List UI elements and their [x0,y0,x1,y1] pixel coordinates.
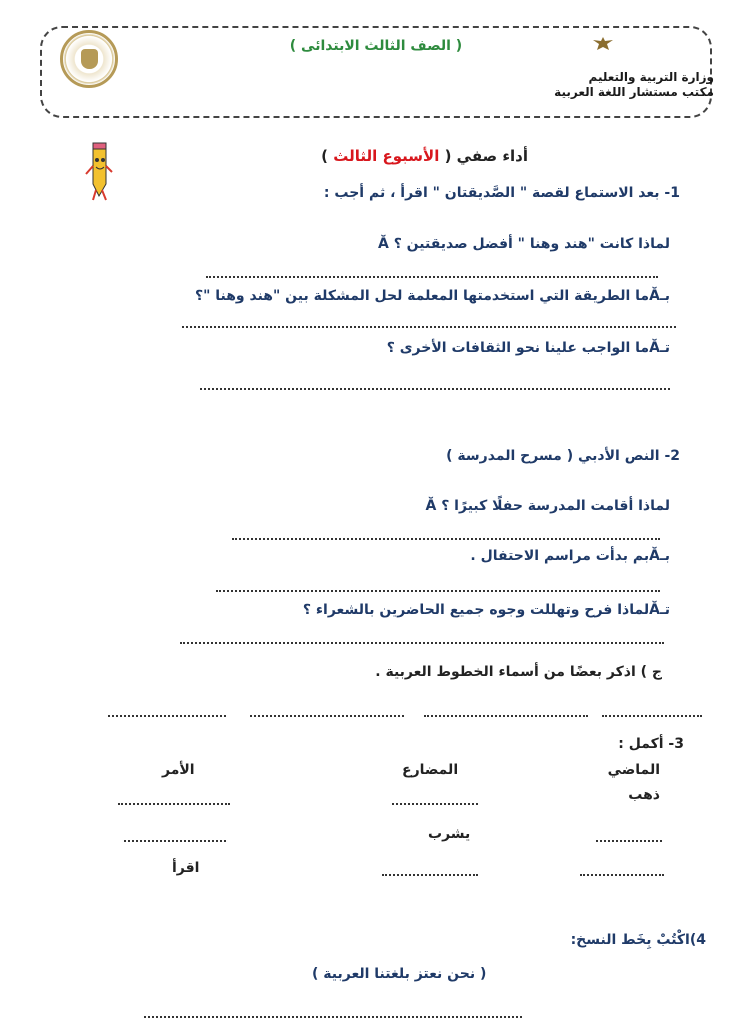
answer-row1-present[interactable] [392,803,478,805]
section2-question-d: ج ) اذكر بعضًا من أسماء الخطوط العربية . [375,664,662,680]
section2-heading: 2- النص الأدبي ( مسرح المدرسة ) [446,448,680,464]
row3-imperative-word: اقرأ [172,860,200,876]
answer-row1-imperative[interactable] [118,803,230,805]
answer-line-2d-2[interactable] [250,715,404,717]
ministry-line1: وزارة التربية والتعليم [588,70,714,84]
title-suffix: ) [321,147,328,165]
ministry-line2: مكتب مستشار اللغة العربية [554,85,714,99]
answer-row3-present[interactable] [382,874,478,876]
column-past: الماضي [607,762,660,778]
row1-past-word: ذهب [628,787,660,803]
section1-question-c: تـĂما الواجب علينا نحو الثقافات الأخرى ؟ [386,340,670,356]
answer-line-2d-1[interactable] [108,715,226,717]
answer-line-1a[interactable] [206,276,658,278]
answer-line-4[interactable] [144,1016,522,1018]
ministry-name [554,70,714,100]
worksheet-title [321,147,528,165]
answer-line-2d-4[interactable] [602,715,702,717]
answer-line-2b[interactable] [216,590,660,592]
section4-sentence: ( نحن نعتز بلغتنا العربية ) [312,966,487,982]
section1-question-a: Ă لماذا كانت "هند وهنا " أفضل صديقتين ؟ [377,236,670,252]
answer-row2-past[interactable] [596,840,662,842]
row2-present-word: يشرب [428,826,471,842]
pencil-mascot-icon [84,140,114,202]
answer-line-2d-3[interactable] [424,715,588,717]
column-present: المضارع [402,762,459,778]
eagle-emblem-icon [592,36,614,52]
section3-heading: 3- أكمل : [618,736,684,752]
section4-heading: 4)اكْتُبْ بِخَط النسخ: [570,932,706,948]
answer-line-2a[interactable] [232,538,660,540]
grade-title: ( الصف الثالث الابتدائى ) [289,38,463,54]
section2-question-c: تـĂلماذا فرح وتهللت وجوه جميع الحاضرين بالشعراء ؟ [302,602,670,618]
answer-row2-imperative[interactable] [124,840,226,842]
section1-question-b: بـĂما الطريقة التي استخدمتها المعلمة لحل المشكلة بين "هند وهنا "؟ [194,288,670,304]
answer-line-1b[interactable] [182,326,676,328]
answer-row3-past[interactable] [580,874,664,876]
title-week: الأسبوع الثالث [333,147,440,165]
section2-question-a: Ă لماذا أقامت المدرسة حفلًا كبيرًا ؟ [425,498,670,514]
ministry-seal-icon [60,30,118,88]
section1-heading: 1- بعد الاستماع لقصة " الصَّديقتان " اقرأ ، ثم أجب : [323,185,680,201]
answer-line-1c[interactable] [200,388,670,390]
answer-line-2c[interactable] [180,642,664,644]
title-prefix: أداء صفي ( [444,147,528,165]
section2-question-b: بـĂبم بدأت مراسم الاحتفال . [470,548,670,564]
column-imperative: الأمر [162,762,195,778]
